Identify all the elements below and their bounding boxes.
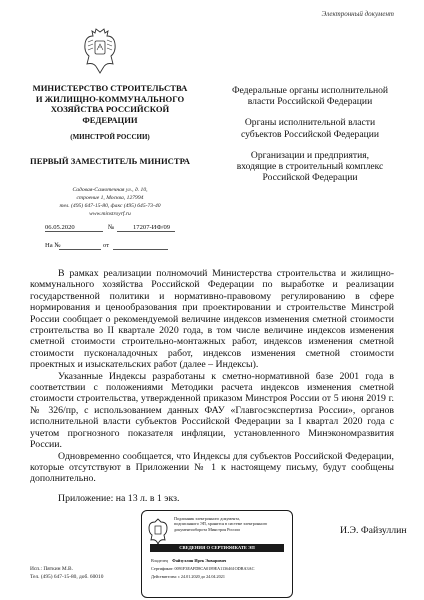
on-number-label: На № (45, 242, 61, 249)
date-underline (45, 231, 103, 232)
letter-date: 06.05.2020 (45, 224, 75, 231)
address-line: строение 1, Москва, 127994 (76, 195, 144, 201)
certificate-owner-row (151, 558, 226, 563)
letter-number: 17207-ИФ/09 (133, 224, 171, 231)
coat-of-arms-emblem (82, 28, 118, 74)
reply-date-underline (113, 249, 168, 250)
recipient: Органы исполнительной власти субъектов Российской Федерации (241, 117, 379, 140)
reply-number-underline (59, 249, 101, 250)
recipients-block (230, 85, 390, 193)
owner-label: Владелец (151, 558, 168, 563)
recipient: Федеральные органы исполнительной власти Российской Федерации (231, 85, 389, 108)
body-paragraph: Одновременно сообщается, что Индексы для субъектов Российской Федерации, которые отсутствуют в Приложении № 1 к настоящему письму, будут сообщены дополнительно. (30, 450, 394, 485)
letter-body (30, 268, 394, 485)
stamp-caption-line: Подлинник электронного документа, (174, 516, 241, 521)
number-underline (117, 231, 175, 232)
website: www.minstroyrf.ru (89, 211, 131, 217)
attachment-note: Приложение: на 13 л. в 1 экз. (58, 493, 180, 504)
number-label: № (108, 224, 115, 231)
recipient: Организации и предприятия, входящие в строительный комплекс Российской Федерации (236, 149, 384, 184)
certificate-serial-row (151, 566, 254, 571)
from-label: от (103, 242, 110, 249)
cert-label: Сертификат: (151, 566, 174, 571)
owner-name: Файзуллин Ирек Энварович (172, 558, 227, 563)
emblem-icon (147, 517, 169, 545)
electronic-signature-stamp (141, 510, 293, 598)
address-line: Садовая-Самотечная ул., д. 10, (72, 187, 148, 193)
ministry-address (30, 186, 190, 218)
electronic-document-note: Электронный документ (321, 10, 394, 18)
cert-serial: 0091F3EAFD8CA0189EA1136461ODBA3AC (174, 566, 255, 571)
body-paragraph: Указанные Индексы разработаны к сметно-нормативной базе 2001 года в соответствии с положениями Методики расчета индексов изменения сметной стоимости строительства, утвержденной приказом Минстроя России от 5 июня 2019 г. № 326/пр, с использованием данных ФАУ «Главгосэкспертиза России», органов исполнительной власти субъектов Российской Федерации за I квартал 2020 года с учетом прогнозного показателя инфляции, установленного Минэкономразвития России. (30, 370, 394, 451)
signatory-name: И.Э. Файзуллин (340, 525, 407, 536)
executor-info (30, 565, 103, 581)
sender-position: ПЕРВЫЙ ЗАМЕСТИТЕЛЬ МИНИСТРА (30, 156, 190, 166)
certificate-title: СВЕДЕНИЯ О СЕРТИФИКАТЕ ЭП (150, 544, 284, 552)
reply-reference-line (45, 240, 175, 251)
executor-phone: Тел. (495) 647-15-80, доб. 60010 (30, 574, 104, 580)
stamp-caption (174, 516, 288, 532)
valid-period: с 24.01.2020 до 24.04.2021 (178, 574, 225, 579)
ministry-name: МИНИСТЕРСТВО СТРОИТЕЛЬСТВА И ЖИЛИЩНО-КОММУНАЛЬНОГО ХОЗЯЙСТВА РОССИЙСКОЙ ФЕДЕРАЦИИ (32, 83, 188, 125)
valid-label: Действителен: (151, 574, 177, 579)
contact-phones: тел. (495) 647-15-80, факс (495) 645-73-40 (59, 203, 161, 209)
certificate-validity-row (151, 574, 225, 579)
body-paragraph: В рамках реализации полномочий Министерства строительства и жилищно-коммунального хозяйства Российской Федерации по выработке и реализации государственной политики и нормативно-правовому регулированию в сфере нормирования и ценообразования при проектировании и строительстве Минстрой России сообщает о рекомендуемой величине индексов изменения сметной стоимости строительства во II квартале 2020 года, в том числе величине индексов изменения сметной стоимости строительно-монтажных работ, индексов изменения сметной стоимости пусконаладочных работ, индексов изменения сметной стоимости проектных и изыскательских работ (далее – Индексы). (30, 268, 394, 371)
ministry-short-name: (МИНСТРОЙ РОССИИ) (70, 133, 150, 141)
stamp-caption-line: документооборота Минстроя России (174, 526, 240, 532)
executor-name: Исп.: Пяткин М.В. (30, 566, 73, 572)
stamp-caption-line: подписанного ЭП, хранится в системе электронного (174, 521, 268, 527)
